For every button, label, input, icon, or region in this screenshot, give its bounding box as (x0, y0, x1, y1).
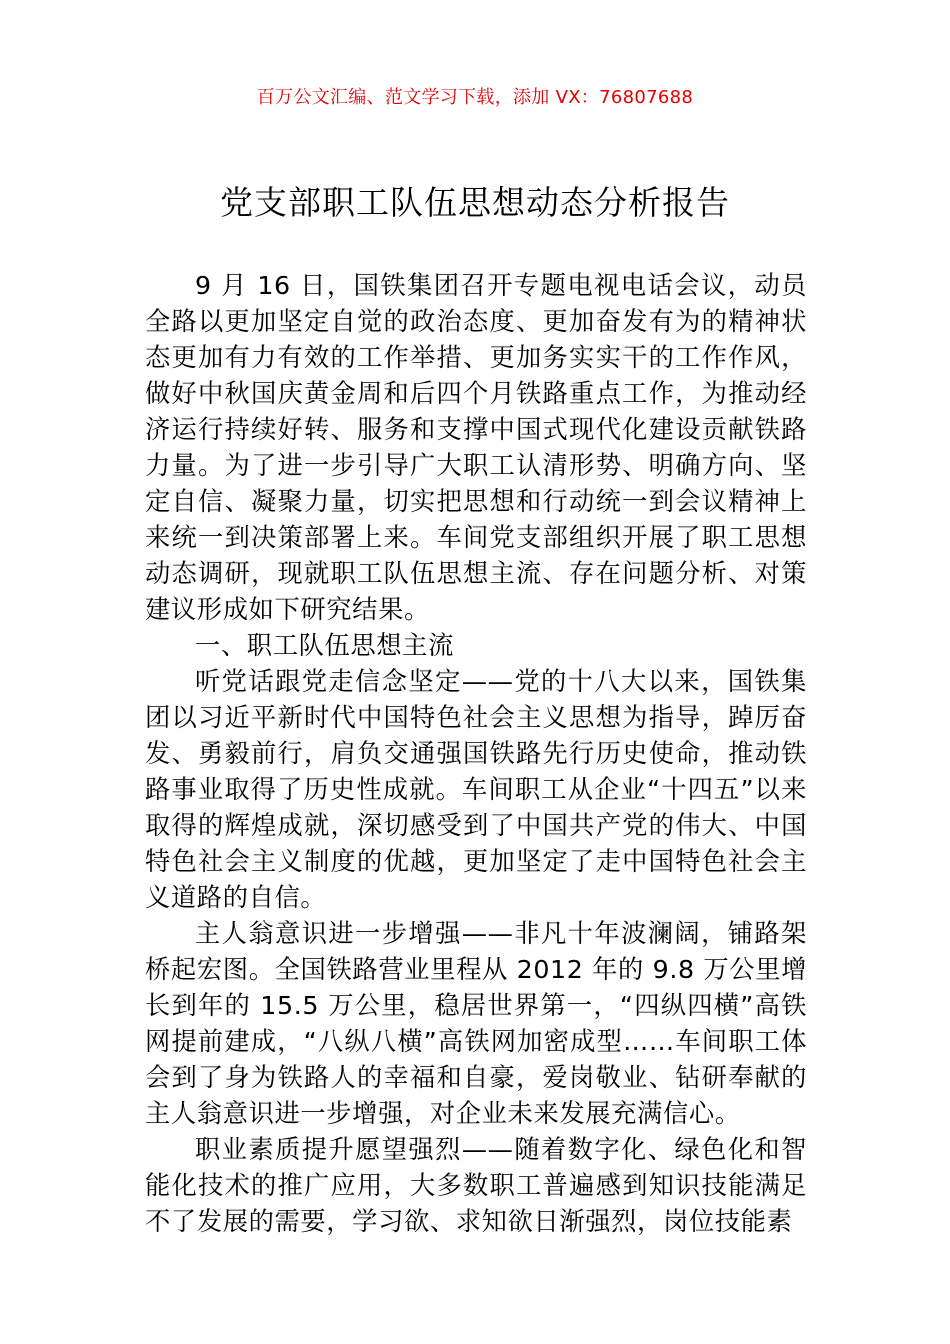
document-title: 党支部职工队伍思想动态分析报告 (220, 183, 730, 222)
header-watermark-note: 百万公文汇编、范文学习下载，添加 VX：76807688 (256, 87, 694, 108)
paragraph-faith: 听党话跟党走信念坚定——党的十八大以来，国铁集团以习近平新时代中国特色社会主义思想为指导，踔厉奋发、勇毅前行，肩负交通强国铁路先行历史使命，推动铁路事业取得了历史性成就。车间职工从企业“十四五”以来取得的辉煌成就，深切感受到了中国共产党的伟大、中国特色社会主义制度的优越，更加坚定了走中国特色社会主义道路的自信。 (145, 667, 807, 912)
paragraph-ownership: 主人翁意识进一步增强——非凡十年波澜阔，铺路架桥起宏图。全国铁路营业里程从 2012 年的 9.8 万公里增长到年的 15.5 万公里，稳居世界第一，“四纵四横”高铁网提前建成，“八纵八横”高铁网加密成型……车间职工体会到了身为铁路人的幸福和自豪，爱岗敬业、钻研奉献的主人翁意识进一步增强，对企业未来发展充满信心。 (145, 919, 807, 1128)
section-heading-1: 一、职工队伍思想主流 (195, 631, 454, 660)
paragraph-intro: 9 月 16 日，国铁集团召开专题电视电话会议，动员全路以更加坚定自觉的政治态度、更加奋发有为的精神状态更加有力有效的工作举措、更加务实实干的工作作风，做好中秋国庆黄金周和后四个月铁路重点工作，为推动经济运行持续好转、服务和支撑中国式现代化建设贡献铁路力量。为了进一步引导广大职工认清形势、明确方向、坚定自信、凝聚力量，切实把思想和行动统一到会议精神上来统一到决策部署上来。车间党支部组织开展了职工思想动态调研，现就职工队伍思想主流、存在问题分析、对策建议形成如下研究结果。 (145, 271, 807, 624)
document-body (145, 268, 807, 1240)
paragraph-skills: 职业素质提升愿望强烈——随着数字化、绿色化和智能化技术的推广应用，大多数职工普遍感到知识技能满足不了发展的需要，学习欲、求知欲日渐强烈，岗位技能素 (145, 1135, 807, 1236)
